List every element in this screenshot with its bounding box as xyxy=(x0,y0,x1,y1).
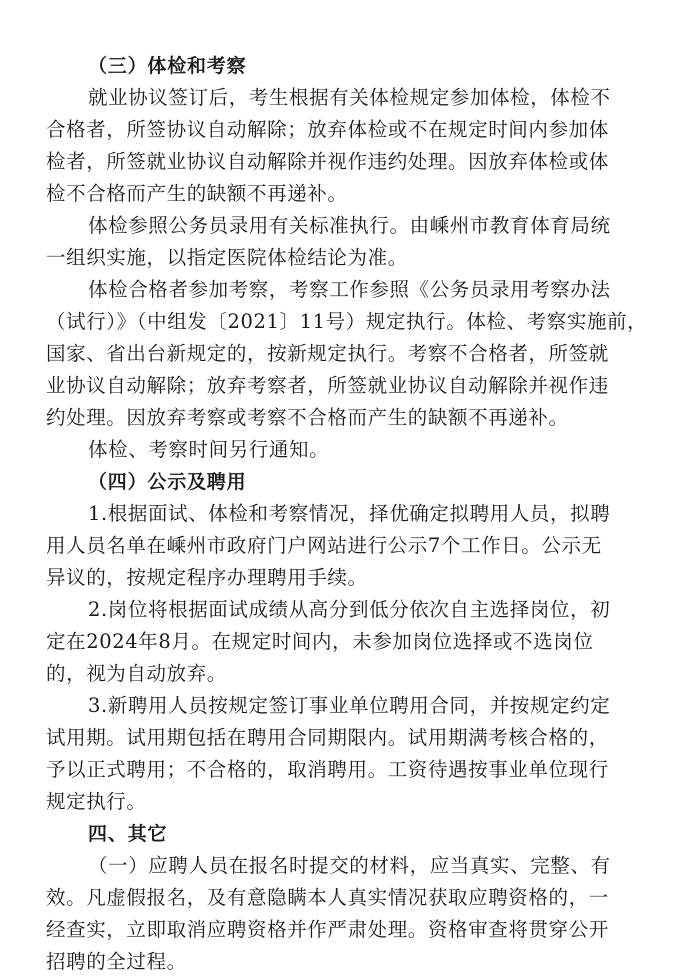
list-item-line: 定在2024年8月。在规定时间内，未参加岗位选择或不选岗位 xyxy=(46,630,594,653)
section-heading-physical-exam: （三）体检和考察 xyxy=(88,55,247,77)
paragraph-line: 招聘的全过程。 xyxy=(46,950,187,973)
paragraph-line: 检者，所签就业协议自动解除并视作违约处理。因放弃体检或体 xyxy=(46,150,609,173)
list-item-line: 予以正式聘用；不合格的，取消聘用。工资待遇按事业单位现行 xyxy=(46,758,609,781)
list-item-line: 规定执行。 xyxy=(46,790,147,813)
paragraph-line: 检不合格而产生的缺额不再递补。 xyxy=(46,182,348,205)
paragraph-line: 经查实，立即取消应聘资格并作严肃处理。资格审查将贯穿公开 xyxy=(46,918,609,941)
paragraph-line: 国家、省出台新规定的，按新规定执行。考察不合格者，所签就 xyxy=(46,342,609,365)
paragraph-line: 效。凡虚假报名，及有意隐瞒本人真实情况获取应聘资格的，一 xyxy=(46,886,609,909)
section-heading-other: 四、其它 xyxy=(88,823,168,845)
section-heading-publicity: （四）公示及聘用 xyxy=(88,471,247,493)
paragraph-line: （一）应聘人员在报名时提交的材料，应当真实、完整、有 xyxy=(88,854,611,877)
paragraph-line: 约处理。因放弃考察或考察不合格而产生的缺额不再递补。 xyxy=(46,406,569,429)
list-item-line: 试用期。试用期包括在聘用合同期限内。试用期满考核合格的， xyxy=(46,726,609,749)
list-item-line: 2.岗位将根据面试成绩从高分到低分依次自主选择岗位，初 xyxy=(88,598,611,621)
list-item-line: 3.新聘用人员按规定签订事业单位聘用合同，并按规定约定 xyxy=(88,694,611,717)
list-item-line: 1.根据面试、体检和考察情况，择优确定拟聘用人员，拟聘 xyxy=(88,502,611,525)
paragraph-line: （试行）》（中组发〔2021〕11号）规定执行。体检、考察实施前， xyxy=(46,310,648,333)
paragraph-line: 就业协议签订后，考生根据有关体检规定参加体检，体检不 xyxy=(88,86,611,109)
list-item-line: 用人员名单在嵊州市政府门户网站进行公示7个工作日。公示无 xyxy=(46,534,602,557)
list-item-line: 异议的，按规定程序办理聘用手续。 xyxy=(46,566,368,589)
paragraph-line: 体检、考察时间另行通知。 xyxy=(88,438,330,461)
paragraph-line: 业协议自动解除；放弃考察者，所签就业协议自动解除并视作违 xyxy=(46,374,609,397)
paragraph-line: 合格者，所签协议自动解除；放弃体检或不在规定时间内参加体 xyxy=(46,118,609,141)
list-item-line: 的，视为自动放弃。 xyxy=(46,662,227,685)
paragraph-line: 一组织实施，以指定医院体检结论为准。 xyxy=(46,246,408,269)
paragraph-line: 体检参照公务员录用有关标准执行。由嵊州市教育体育局统 xyxy=(88,214,611,237)
paragraph-line: 体检合格者参加考察，考察工作参照《公务员录用考察办法 xyxy=(88,278,611,301)
